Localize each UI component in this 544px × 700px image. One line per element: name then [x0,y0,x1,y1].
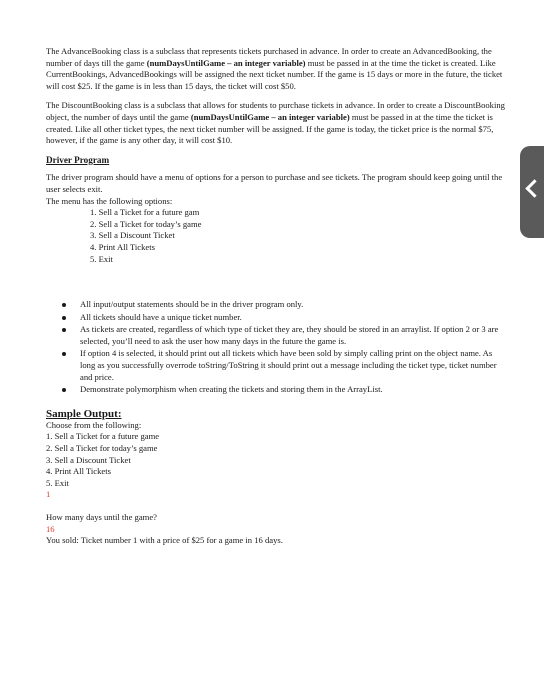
requirement-item [76,299,508,311]
sample-user-input: 16 [46,523,55,534]
discount-text-1: The DiscountBooking class is a subclass that allows for students to purchase tickets in advance. In order to create a DiscountBooking object, the number of days until the game [46,100,505,122]
requirement-item [76,324,508,347]
driver-intro: The driver program should have a menu of options for a person to purchase and see tickets. The program should keep going until the user selects exit. [46,172,503,194]
sample-option: 1. Sell a Ticket for a future game [46,431,160,442]
advance-text-1: The AdvanceBooking class is a subclass that represents tickets purchased in advance. In order to create an AdvancedBooking, the number of days till the game [46,46,492,68]
driver-program-heading: Driver Program [46,154,110,165]
sample-prompt: How many days until the game? [46,512,157,522]
requirement-text: As tickets are created, regardless of which type of ticket they are, they should be stored in an arraylist. If option 2 or 3 are selected, you’ll need to ask the user how many days in the future the game is. [80,324,499,346]
document-body [46,46,508,547]
bullet-icon [62,328,66,332]
menu-intro: The menu has the following options: [46,195,173,206]
sample-option: 3. Sell a Discount Ticket [46,454,131,465]
advance-bold-text: (numDaysUntilGame – an integer variable) [146,57,306,68]
sample-option: 4. Print All Tickets [46,466,111,477]
menu-option: 2. Sell a Ticket for today’s game [90,218,202,229]
requirement-item [76,312,508,324]
sample-output [46,420,508,547]
requirement-text: If option 4 is selected, it should print out all tickets which have been sold by simply calling print on the object name. As long as you successfully overrode toString/ToString it should print out a message including the ticket type, ticket number and price. [80,348,497,382]
menu-option: 1. Sell a Ticket for a future gam [90,207,200,218]
bullet-icon [62,352,66,356]
menu-option: 4. Print All Tickets [90,241,155,252]
discount-booking-paragraph [46,100,508,146]
sample-output-heading: Sample Output: [46,407,122,420]
requirement-text: All tickets should have a unique ticket number. [80,311,242,322]
side-panel-toggle[interactable] [520,146,544,238]
menu-options-list [46,207,508,265]
sample-option: 2. Sell a Ticket for today’s game [46,443,158,454]
chevron-left-icon [525,179,543,197]
bullet-icon [62,316,66,320]
bullet-icon [62,303,66,307]
menu-option: 3. Sell a Discount Ticket [90,230,175,241]
menu-option: 5. Exit [90,253,113,264]
sample-result: You sold: Ticket number 1 with a price of $25 for a game in 16 days. [46,535,283,546]
sample-option: 5. Exit [46,477,69,488]
discount-bold-text: (numDaysUntilGame – an integer variable) [190,111,350,122]
bullet-icon [62,388,66,392]
requirements-list [46,299,508,396]
sample-choose-line: Choose from the following: [46,419,142,430]
sample-user-input: 1 [46,489,51,500]
advance-text-2: must be passed in at the time the ticket is created. Like CurrentBookings, AdvancedBookings will be assigned the next ticket number. If the game is 15 days or more in the future, the ticket will cost $25. If the game is in less than 15 days, the ticket will cost $50. [46,57,503,91]
advance-booking-paragraph [46,46,508,92]
discount-text-2: must be passed in at the time the ticket is created. Like all other ticket types, the next ticket number will be assigned. If the game is today, the ticket price is the normal $75, however, if the game is any other day, it will cost $10. [46,111,494,146]
requirement-text: Demonstrate polymorphism when creating the tickets and storing them in the ArrayList. [80,384,383,395]
requirement-item [76,348,508,383]
requirement-text: All input/output statements should be in the driver program only. [80,299,304,310]
requirement-item [76,384,508,396]
